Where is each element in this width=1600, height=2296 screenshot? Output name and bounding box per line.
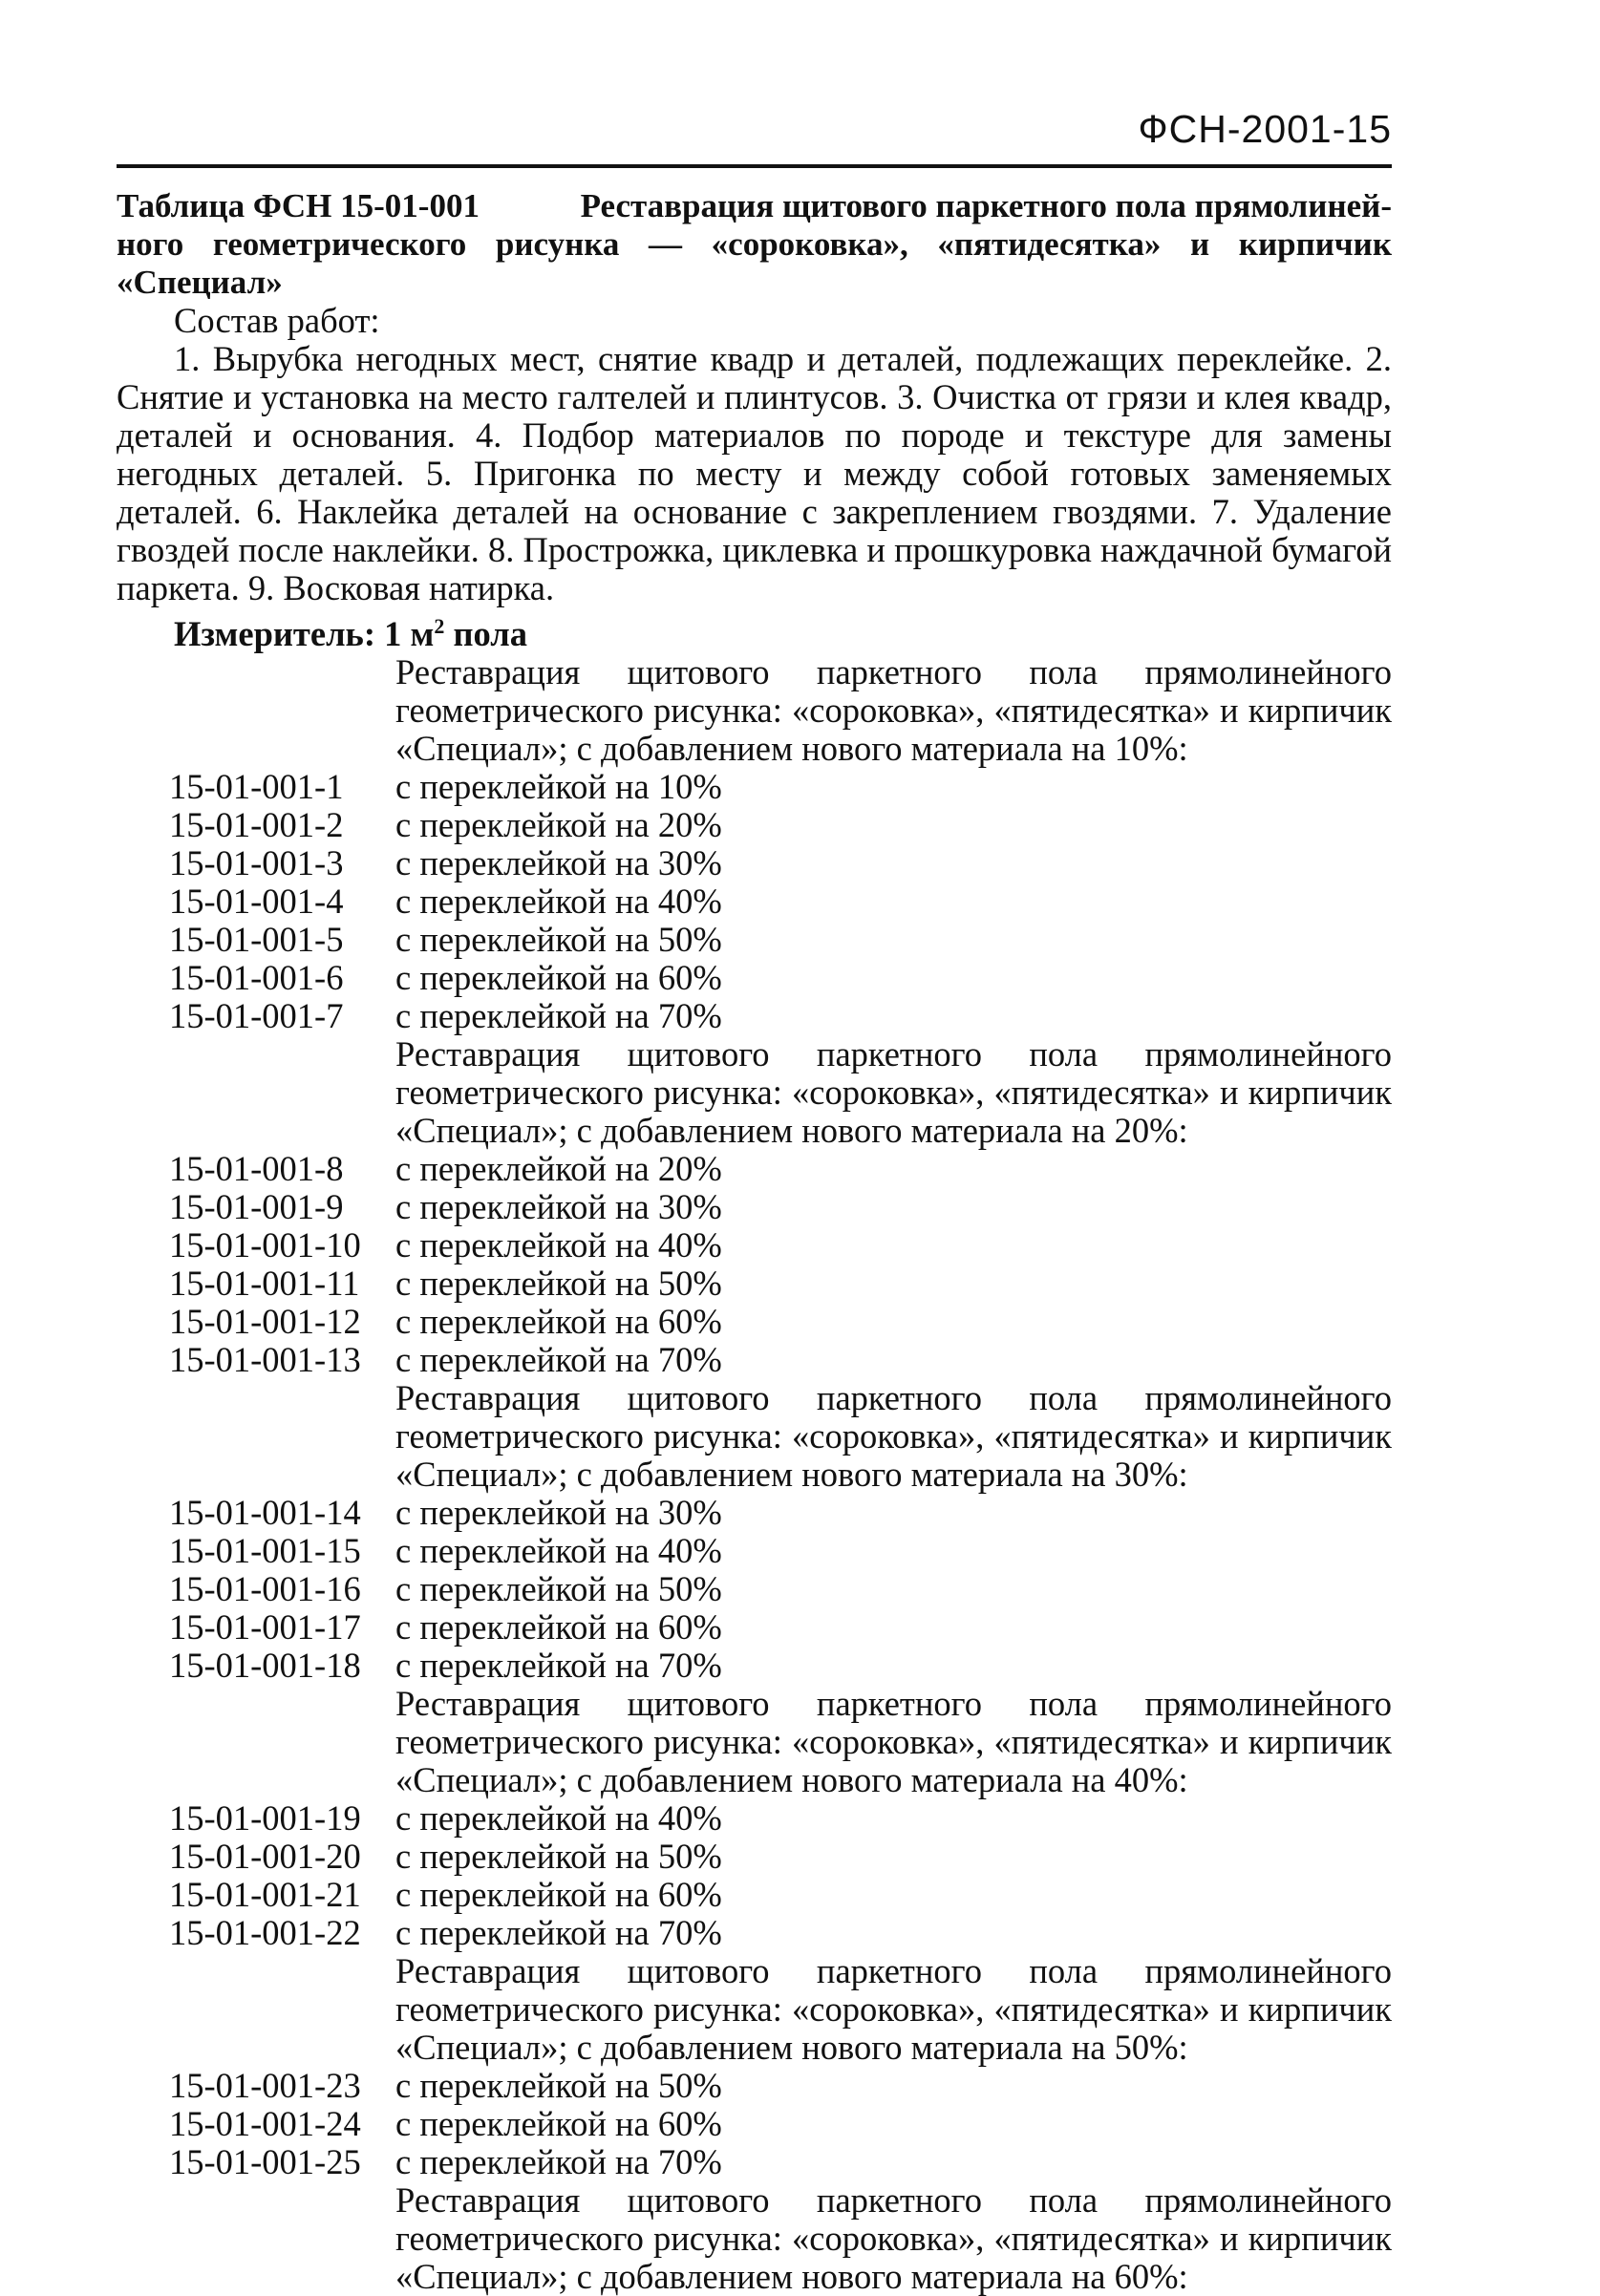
group-description: Реставрация щитового паркетного пола прямолинейного геометрического рисунка: «сороковка», «пятидесятка» и кирпичик «Специал»; с добавлением нового материала на 40%: [395, 1684, 1392, 1800]
norm-row [117, 1799, 1392, 1838]
norm-text: с переклейкой на 50% [395, 920, 722, 960]
norm-row [117, 1914, 1392, 1952]
norm-code: 15-01-001-9 [169, 1187, 344, 1227]
norm-row [117, 1188, 1392, 1226]
norm-row [117, 1647, 1392, 1685]
norm-code: 15-01-001-7 [169, 996, 344, 1036]
norm-row [117, 844, 1392, 882]
norm-row [117, 959, 1392, 997]
measurer-label: Измеритель: 1 м [174, 614, 435, 654]
norm-row [117, 1265, 1392, 1303]
norm-text: с переклейкой на 70% [395, 1913, 722, 1953]
norm-text: с переклейкой на 50% [395, 2066, 722, 2106]
document-code: ФСН-2001-15 [1138, 107, 1392, 151]
norm-code: 15-01-001-8 [169, 1149, 344, 1189]
norm-code: 15-01-001-6 [169, 958, 344, 998]
norm-row [117, 2143, 1392, 2181]
norm-row [117, 1150, 1392, 1188]
works-text: 1. Вырубка негодных мест, снятие квадр и деталей, подлежащих переклейке. 2. Снятие и установка на место галтелей и плинтусов. 3. Очистка от грязи и клея квадр, деталей и основания. 4. Подбор материалов по породе и текстуре для замены негодных деталей. 5. Пригонка по месту и между собой готовых заменяемых деталей. 6. Наклейка деталей на основание с закреплением гвоздями. 7. Удаление гвоздей после наклейки. 8. Прострожка, циклевка и прошкуровка наждачной бумагой паркета. 9. Восковая натирка. [117, 339, 1392, 607]
norm-row [117, 997, 1392, 1035]
norm-text: с переклейкой на 60% [395, 1302, 722, 1342]
norm-text: с переклейкой на 30% [395, 843, 722, 883]
norm-text: с переклейкой на 70% [395, 2142, 722, 2182]
norm-text: с переклейкой на 30% [395, 1493, 722, 1533]
norm-text: с переклейкой на 50% [395, 1837, 722, 1877]
group-description: Реставрация щитового паркетного пола прямолинейного геометрического рисунка: «сороковка», «пятидесятка» и кирпичик «Специал»; с добавлением нового материала на 20%: [395, 1034, 1392, 1151]
norm-code: 15-01-001-22 [169, 1913, 361, 1953]
norm-code: 15-01-001-18 [169, 1646, 361, 1686]
norm-text: с переклейкой на 60% [395, 1607, 722, 1648]
norm-code: 15-01-001-4 [169, 882, 344, 922]
norm-text: с переклейкой на 60% [395, 958, 722, 998]
norm-code: 15-01-001-2 [169, 805, 344, 845]
norm-code: 15-01-001-23 [169, 2066, 361, 2106]
works-label: Состав работ: [174, 301, 380, 340]
table-title-line2: ного геометрического рисунка — «сороковка», «пятидесятка» и кирпичик «Специал» [117, 225, 1392, 301]
norm-code: 15-01-001-25 [169, 2142, 361, 2182]
group-description: Реставрация щитового паркетного пола прямолинейного геометрического рисунка: «сороковка», «пятидесятка» и кирпичик «Специал»; с добавлением нового материала на 60%: [395, 2180, 1392, 2296]
norm-code: 15-01-001-12 [169, 1302, 361, 1342]
norm-code: 15-01-001-19 [169, 1798, 361, 1839]
norm-text: с переклейкой на 40% [395, 1531, 722, 1571]
norm-code: 15-01-001-17 [169, 1607, 361, 1648]
norm-code: 15-01-001-1 [169, 767, 344, 807]
norm-code: 15-01-001-20 [169, 1837, 361, 1877]
norm-text: с переклейкой на 60% [395, 2104, 722, 2144]
norm-text: с переклейкой на 70% [395, 1646, 722, 1686]
norm-text: с переклейкой на 30% [395, 1187, 722, 1227]
measurer-suffix: пола [444, 614, 528, 654]
norm-code: 15-01-001-10 [169, 1225, 361, 1265]
group-description: Реставрация щитового паркетного пола прямолинейного геометрического рисунка: «сороковка», «пятидесятка» и кирпичик «Специал»; с добавлением нового материала на 30%: [395, 1378, 1392, 1495]
norm-code: 15-01-001-15 [169, 1531, 361, 1571]
norm-row [117, 921, 1392, 959]
works-description [117, 340, 1392, 607]
norm-text: с переклейкой на 40% [395, 1798, 722, 1839]
norm-text: с переклейкой на 70% [395, 996, 722, 1036]
norm-code: 15-01-001-24 [169, 2104, 361, 2144]
norm-code: 15-01-001-21 [169, 1875, 361, 1915]
norm-row [117, 768, 1392, 806]
norm-row [117, 806, 1392, 844]
norm-row [117, 1303, 1392, 1341]
norm-row [117, 882, 1392, 921]
group-description: Реставрация щитового паркетного пола прямолинейного геометрического рисунка: «сороковка», «пятидесятка» и кирпичик «Специал»; с добавлением нового материала на 50%: [395, 1951, 1392, 2068]
norm-row [117, 1608, 1392, 1647]
table-id: Таблица ФСН 15-01-001 [117, 187, 480, 224]
norm-row [117, 1226, 1392, 1265]
norm-row [117, 2067, 1392, 2105]
norm-text: с переклейкой на 40% [395, 1225, 722, 1265]
norm-row [117, 1341, 1392, 1379]
norm-groups [117, 653, 1392, 2296]
group-description: Реставрация щитового паркетного пола прямолинейного геометрического рисунка: «сороковка», «пятидесятка» и кирпичик «Специал»; с добавлением нового материала на 10%: [395, 652, 1392, 769]
norm-text: с переклейкой на 40% [395, 882, 722, 922]
norm-code: 15-01-001-14 [169, 1493, 361, 1533]
norm-text: с переклейкой на 70% [395, 1340, 722, 1380]
norm-text: с переклейкой на 50% [395, 1264, 722, 1304]
table-title [117, 187, 1392, 225]
norm-text: с переклейкой на 20% [395, 805, 722, 845]
norm-code: 15-01-001-13 [169, 1340, 361, 1380]
norm-row [117, 1570, 1392, 1608]
document-body [117, 187, 1392, 2296]
norm-code: 15-01-001-5 [169, 920, 344, 960]
norm-code: 15-01-001-3 [169, 843, 344, 883]
table-title-line1: Реставрация щитового паркетного пола прямолиней- [580, 187, 1392, 224]
norm-row [117, 1876, 1392, 1914]
norm-code: 15-01-001-16 [169, 1569, 361, 1609]
norm-row [117, 1838, 1392, 1876]
norm-row [117, 2105, 1392, 2143]
norm-text: с переклейкой на 60% [395, 1875, 722, 1915]
norm-text: с переклейкой на 20% [395, 1149, 722, 1189]
norm-text: с переклейкой на 10% [395, 767, 722, 807]
norm-row [117, 1532, 1392, 1570]
norm-text: с переклейкой на 50% [395, 1569, 722, 1609]
measurer [117, 607, 1392, 653]
norm-row [117, 1494, 1392, 1532]
measurer-sup: 2 [434, 614, 445, 638]
norm-code: 15-01-001-11 [169, 1264, 360, 1304]
header-rule [117, 164, 1392, 168]
